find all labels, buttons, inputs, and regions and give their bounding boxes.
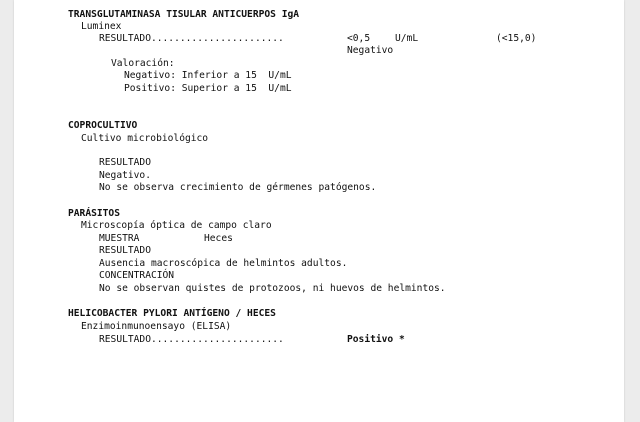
ttg-valuation-label: Valoración: [111,58,175,69]
ttg-result-label: RESULTADO....................... [99,33,284,44]
ttg-result-value: <0,5 [347,33,371,44]
coprocultivo-result-value: Negativo. [99,170,151,181]
parasitos-concentration-label: CONCENTRACIÓN [99,270,175,281]
coprocultivo-result-note: No se observa crecimiento de gérmenes patógenos. [99,182,377,193]
helicobacter-result-value: Positivo * [347,334,405,345]
helicobacter-title: HELICOBACTER PYLORI ANTÍGENO / HECES [68,308,276,319]
parasitos-result-value: Ausencia macroscópica de helmintos adultos. [99,258,348,269]
report-page [14,0,624,422]
parasitos-method: Microscopía óptica de campo claro [81,220,272,231]
ttg-valuation-negative: Negativo: Inferior a 15 U/mL [124,70,292,81]
coprocultivo-result-label: RESULTADO [99,157,151,168]
parasitos-title: PARÁSITOS [68,208,120,219]
ttg-result-unit: U/mL [395,33,419,44]
parasitos-sample-label: MUESTRA [99,233,140,244]
helicobacter-result-label: RESULTADO....................... [99,334,284,345]
parasitos-sample-value: Heces [204,233,233,244]
coprocultivo-title: COPROCULTIVO [68,120,138,131]
coprocultivo-method: Cultivo microbiológico [81,133,209,144]
ttg-reference: (<15,0) [496,33,537,44]
ttg-valuation-positive: Positivo: Superior a 15 U/mL [124,83,292,94]
ttg-method: Luminex [81,21,122,32]
helicobacter-method: Enzimoinmunoensayo (ELISA) [81,321,232,332]
parasitos-concentration-value: No se observan quistes de protozoos, ni huevos de helmintos. [99,283,446,294]
ttg-title: TRANSGLUTAMINASA TISULAR ANTICUERPOS IgA [68,9,300,20]
parasitos-result-label: RESULTADO [99,245,151,256]
ttg-interpretation: Negativo [347,45,394,56]
